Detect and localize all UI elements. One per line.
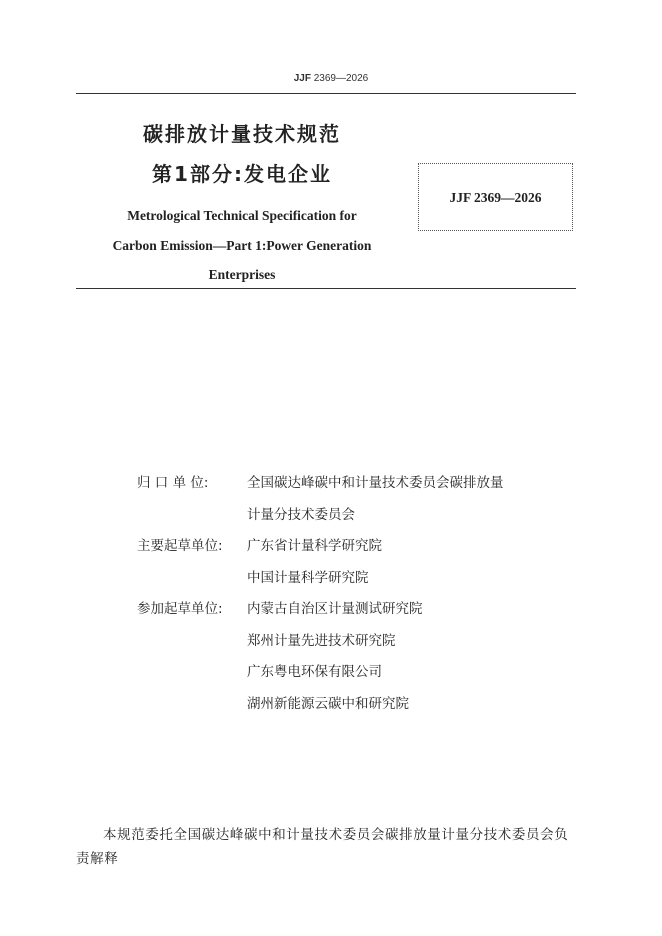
chinese-title-line2: 第1部分:发电企业 (152, 162, 332, 186)
org-value: 全国碳达峰碳中和计量技术委员会碳排放量 (247, 475, 504, 491)
header-standard-code (0, 73, 662, 84)
org-label: 归 口 单 位: (137, 475, 209, 491)
english-title-line2: Carbon Emission—Part 1:Power Generation (112, 237, 372, 253)
org-row-responsible (137, 468, 577, 531)
english-title-line1: Metrological Technical Specification for (127, 208, 357, 223)
org-row-main-drafters (137, 531, 577, 594)
header-code-number: 2369—2026 (313, 73, 369, 84)
org-value: 郑州计量先进技术研究院 (247, 632, 396, 649)
english-title-line3: Enterprises (208, 267, 276, 282)
org-value: 计量分技术委员会 (247, 506, 355, 523)
bottom-rule (76, 288, 576, 289)
org-value: 内蒙古自治区计量测试研究院 (247, 601, 423, 617)
org-row-participating-drafters (137, 594, 577, 720)
english-title (76, 201, 408, 290)
org-value: 广东省计量科学研究院 (247, 538, 382, 554)
org-label: 主要起草单位: (137, 538, 223, 554)
interpretation-note: 本规范委托全国碳达峰碳中和计量技术委员会碳排放量计量分技术委员会负责解释 (76, 827, 569, 867)
standard-code: JJF 2369—2026 (449, 190, 542, 205)
chinese-title-line1: 碳排放计量技术规范 (143, 122, 341, 146)
organizations-list (137, 468, 577, 720)
org-value: 广东粤电环保有限公司 (247, 664, 382, 680)
org-label: 参加起草单位: (137, 601, 223, 617)
standard-code-box (418, 163, 573, 231)
org-value: 湖州新能源云碳中和研究院 (247, 695, 409, 712)
top-rule (76, 93, 576, 94)
header-code-prefix: JJF (293, 73, 311, 84)
org-value: 中国计量科学研究院 (247, 569, 369, 586)
title-block (76, 116, 408, 290)
